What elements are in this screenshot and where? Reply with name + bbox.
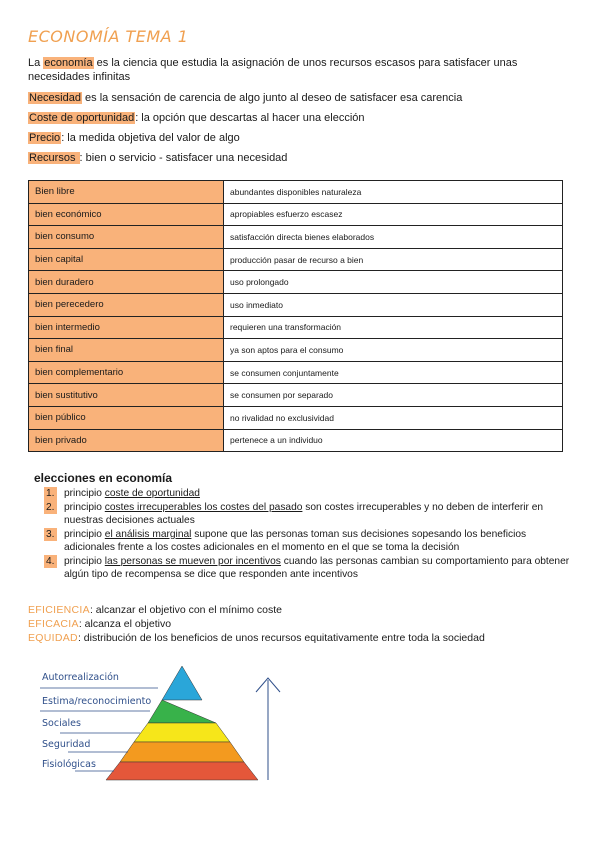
table-row	[29, 248, 563, 271]
section-heading: elecciones en economía	[34, 471, 173, 485]
good-type: bien privado	[29, 429, 224, 452]
definition-recursos	[28, 151, 568, 165]
list-number: 2.	[46, 501, 55, 513]
pyramid-level-sociales	[134, 723, 230, 742]
table-row	[29, 203, 563, 226]
table-row	[29, 339, 563, 362]
definition-term: Necesidad	[29, 92, 81, 104]
definition-term: Coste de oportunidad	[29, 112, 135, 124]
good-description: apropiables esfuerzo escasez	[224, 203, 563, 226]
good-type: bien intermedio	[29, 316, 224, 339]
good-description: satisfacción directa bienes elaborados	[224, 226, 563, 249]
table-row	[29, 226, 563, 249]
list-number: 1.	[46, 488, 55, 499]
good-description: ya son aptos para el consumo	[224, 339, 563, 362]
concept-text: : alcanzar el objetivo con el mínimo coste	[89, 604, 282, 616]
good-description: pertenece a un individuo	[224, 429, 563, 452]
table-row	[29, 429, 563, 452]
intro-text: es la ciencia que estudia la asignación de unos recursos escasos para satisfacer unas necesidades infinitas	[28, 57, 518, 83]
good-description: se consumen por separado	[224, 384, 563, 407]
principle-name: las personas se mueven por incentivos	[104, 555, 281, 567]
concept-label: EQUIDAD	[28, 632, 78, 644]
concept-equidad	[28, 632, 485, 644]
table-row	[29, 271, 563, 294]
concept-label: EFICIENCIA	[28, 604, 90, 616]
definition-text: : la opción que descartas al hacer una elección	[135, 112, 365, 124]
principle-prefix: principio	[64, 501, 105, 513]
good-description: producción pasar de recurso a bien	[224, 248, 563, 271]
definition-necesidad	[28, 91, 568, 105]
principle-text: supone que las personas toman sus decisiones sopesando los beneficios adicionales frente a los costes adicionales en el momento en el que se toma la decisión	[64, 528, 527, 553]
list-number: 3.	[46, 528, 55, 540]
list-number: 4.	[46, 555, 55, 567]
concept-eficacia	[28, 618, 171, 630]
good-type: bien sustitutivo	[29, 384, 224, 407]
definition-text: : bien o servicio - satisfacer una necesidad	[79, 152, 288, 164]
good-description: uso inmediato	[224, 293, 563, 316]
pyramid-label: Estima/reconocimiento	[42, 696, 152, 707]
good-type: bien público	[29, 406, 224, 429]
good-description: se consumen conjuntamente	[224, 361, 563, 384]
definition-coste-oportunidad	[28, 111, 568, 125]
pyramid-level-estima	[148, 700, 216, 723]
pyramid-level-seguridad	[120, 742, 244, 762]
table-row	[29, 406, 563, 429]
good-type: bien duradero	[29, 271, 224, 294]
concept-label: EFICACIA	[28, 618, 79, 630]
good-type: bien capital	[29, 248, 224, 271]
pyramid-label: Autorrealización	[42, 672, 119, 683]
principle-text: cuando las personas cambian su comportamiento para obtener algún tipo de recompensa se dice que responden ante incentivos	[64, 555, 570, 580]
principle-name: coste de oportunidad	[104, 488, 200, 499]
intro-prefix: La	[28, 57, 44, 69]
principle-prefix: principio	[64, 555, 105, 567]
good-type: bien complementario	[29, 361, 224, 384]
principle-prefix: principio	[64, 488, 105, 499]
good-type: Bien libre	[29, 181, 224, 204]
pyramid-label: Fisiológicas	[42, 759, 96, 770]
principle-text: son costes irrecuperables y no deben de interferir en nuestras decisiones actuales	[64, 501, 544, 526]
concept-text: : distribución de los beneficios de unos recursos equitativamente entre toda la sociedad	[77, 632, 485, 644]
principle-name: costes irrecuperables los costes del pasado	[104, 501, 303, 513]
economy-definition	[28, 56, 568, 84]
table-row	[29, 316, 563, 339]
pyramid-label: Seguridad	[42, 739, 91, 750]
pyramid-level-fisiologicas	[106, 762, 258, 780]
list-item	[44, 555, 574, 582]
table-row	[29, 361, 563, 384]
intro-term: economía	[44, 57, 93, 69]
good-description: no rivalidad no exclusividad	[224, 406, 563, 429]
definition-term: Recursos	[29, 152, 79, 164]
principles-list	[44, 487, 574, 582]
table-row	[29, 181, 563, 204]
definition-precio	[28, 131, 568, 145]
good-type: bien perecedero	[29, 293, 224, 316]
good-description: requieren una transformación	[224, 316, 563, 339]
concept-eficiencia	[28, 604, 282, 616]
pyramid-label: Sociales	[42, 718, 81, 729]
list-item	[44, 487, 574, 501]
good-type: bien económico	[29, 203, 224, 226]
good-type: bien final	[29, 339, 224, 362]
page-title: ECONOMÍA TEMA 1	[28, 27, 189, 46]
list-item	[44, 501, 574, 528]
principle-name: el análisis marginal	[104, 528, 192, 540]
definition-text: es la sensación de carencia de algo junto al deseo de satisfacer esa carencia	[81, 92, 463, 104]
principle-prefix: principio	[64, 528, 105, 540]
goods-table	[28, 180, 563, 452]
pyramid-level-autorrealizacion	[162, 666, 202, 700]
table-row	[29, 293, 563, 316]
concept-text: : alcanza el objetivo	[78, 618, 172, 630]
table-row	[29, 384, 563, 407]
definition-text: : la medida objetiva del valor de algo	[61, 132, 240, 144]
good-description: uso prolongado	[224, 271, 563, 294]
good-type: bien consumo	[29, 226, 224, 249]
list-item	[44, 528, 574, 555]
good-description: abundantes disponibles naturaleza	[224, 181, 563, 204]
definition-term: Precio	[29, 132, 61, 144]
